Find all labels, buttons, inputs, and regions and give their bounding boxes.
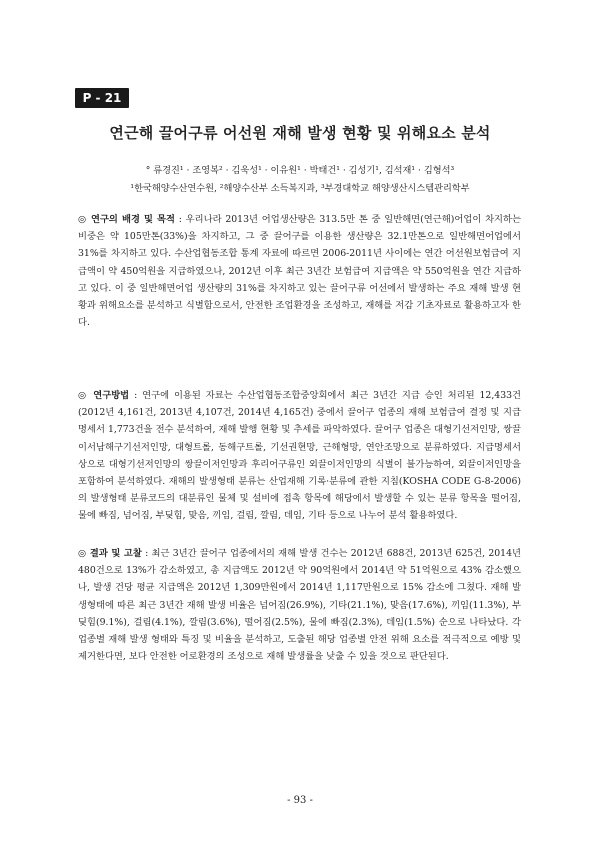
section-body: : 최근 3년간 끌어구 업종에서의 재해 발생 건수는 2012년 688건, 2013년 625건, 2014년 480건으로 13%가 감소하였고, 총 지급액도 2012년 약 90억원에서 2014년 약 51억원으로 43% 감소했으나, 발생 건당 평균 지급액은 2012년 1,309만원에서 2014년 1,117만원으로 15% 감소에 그쳤다. 재해 발생형태에 따른 최근 3년간 재해 발생 비율은 넘어짐(26.9%), 기타(21.1%), 맞음(17.6%), 끼임(11.3%), 부딪힘(9.1%), 걸림(4.1%), 깔림(3.6%), 떨어짐(2.5%), 물에 빠짐(2.3%), 데임(1.5%) 순으로 나타났다. 각 업종별 재해 발생 형태와 특징 및 비율을 분석하고, 도출된 해당 업종별 안전 위해 요소를 적극적으로 예방 및 제거한다면, 보다 안전한 어로환경의 조성으로 재해 발생률을 낮출 수 있을 것으로 판단된다. <box>78 548 521 663</box>
section-background <box>78 211 521 331</box>
poster-id-badge: P - 21 <box>75 88 129 108</box>
section-heading: ◎ 결과 및 고찰 <box>78 548 142 559</box>
paper-title: 연근해 끌어구류 어선원 재해 발생 현황 및 위해요소 분석 <box>109 124 491 142</box>
section-body: : 우리나라 2013년 어업생산량은 313.5만 톤 중 일반해면(연근해)어업이 차지하는 비중은 약 105만톤(33%)을 차지하고, 그 중 끌어구를 이용한 생산량은 32.1만톤으로 일반해면어업에서 31%를 차지하고 있다. 수산업협동조합 통계 자료에 따르면 2006-2011년 사이에는 연간 어선원보험급여 지급액이 약 450억원을 지급하였으나, 2012년 이후 최근 3년간 보험급여 지급액은 약 550억원을 연간 지급하고 있다. 이 중 일반해면어업 생산량의 31%를 차지하고 있는 끌어구류 어선에서 발생하는 주요 재해 발생 현황과 위해요소를 분석하고 식별함으로서, 안전한 조업환경을 조성하고, 재해를 저감 기초자료로 활용하고자 한다. <box>78 214 521 329</box>
section-results <box>78 545 521 665</box>
section-body: : 연구에 이용된 자료는 수산업협동조합중앙회에서 최근 3년간 지급 승인 처리된 12,433건(2012년 4,161건, 2013년 4,107건, 2014년 4,165건) 중에서 끌어구 업종의 재해 보험급여 결정 및 지급명세서 1,773건을 전수 분석하여, 재해 발행 현황 및 추세를 파악하였다. 끌어구 업종은 대형기선저인망, 쌍끌이서남해구기선저인망, 대형트롤, 동해구트롤, 기선권현망, 근해형망, 연안조망으로 분류하였다. 지급명세서 상으로 대형기선저인망의 쌍끌이저인망과 후리어구류인 외끌이저인망의 식별이 불가능하여, 외끌이저인망을 포함하여 분석하였다. 재해의 발생형태 분류는 산업재해 기록·분류에 관한 지침(KOSHA CODE G-8-2006)의 발생형태 분류코드의 대분류인 물체 및 설비에 접촉 항목에 해당에서 발생할 수 있는 분류 항목을 떨어짐, 물에 빠짐, 넘어짐, 부딪힘, 맞음, 끼임, 걸림, 깔림, 데임, 기타 등으로 나누어 분석 활용하였다. <box>78 390 522 522</box>
affiliation-list: ¹한국해양수산연수원, ²해양수산부 소득복지과, ³부경대학교 해양생산시스템관리학부 <box>130 183 470 194</box>
page-number: - 93 - <box>287 795 313 806</box>
section-methods <box>78 387 521 525</box>
section-heading: ◎ 연구의 배경 및 목적 <box>78 214 175 225</box>
section-heading: ◎ 연구방법 <box>78 390 130 401</box>
author-list: ° 류경진¹ · 조영복² · 김욱성¹ · 이유원¹ · 박태건¹ · 김성기¹, 김석재¹ · 김형석³ <box>145 165 455 176</box>
